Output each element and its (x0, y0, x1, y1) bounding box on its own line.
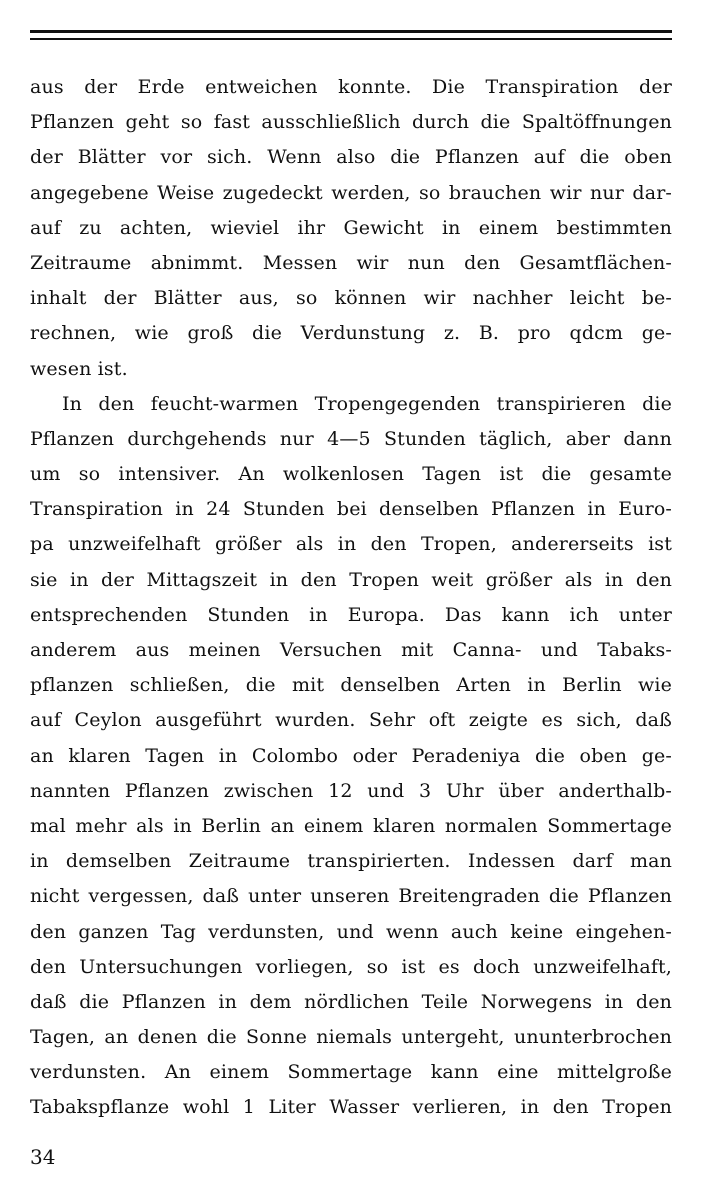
text-line: sie in der Mittagszeit in den Tropen weit größer als in den (30, 568, 672, 591)
text-line: in demselben Zeitraume transpirierten. Indessen darf man (30, 850, 672, 873)
text-line: aus der Erde entweichen konnte. Die Transpiration der (30, 76, 672, 98)
text-line: Zeitraume abnimmt. Messen wir nun den Gesamtflächen- (30, 251, 672, 274)
text-line: den ganzen Tag verdunsten, und wenn auch keine eingehen- (30, 920, 672, 943)
text-line: der Blätter vor sich. Wenn also die Pflanzen auf die oben (30, 146, 672, 169)
text-line: Transpiration in 24 Stunden bei denselben Pflanzen in Euro- (30, 498, 672, 521)
text-line: verdunsten. An einem Sommertage kann eine mittelgroße (30, 1061, 672, 1084)
text-line: an klaren Tagen in Colombo oder Peradeniya die oben ge- (30, 744, 672, 767)
text-line: Tagen, an denen die Sonne niemals untergeht, ununterbrochen (30, 1026, 672, 1049)
text-line: Pflanzen durchgehends nur 4—5 Stunden täglich, aber dann (30, 427, 672, 450)
text-line: anderem aus meinen Versuchen mit Canna- und Tabaks- (30, 639, 672, 661)
text-line: In den feucht-warmen Tropengegenden transpirieren die (62, 392, 672, 415)
text-line: pflanzen schließen, die mit denselben Arten in Berlin wie (30, 674, 672, 697)
text-line: den Untersuchungen vorliegen, so ist es doch unzweifelhaft, (30, 955, 672, 978)
text-line: daß die Pflanzen in dem nördlichen Teile Norwegens in den (30, 990, 672, 1013)
text-line: mal mehr als in Berlin an einem klaren normalen Sommertage (30, 814, 672, 837)
header-rule-thick (30, 30, 672, 33)
text-line: rechnen, wie groß die Verdunstung z. B. pro qdcm ge- (30, 322, 672, 345)
header-rule-thin (30, 38, 672, 40)
text-line: auf zu achten, wieviel ihr Gewicht in einem bestimmten (30, 216, 672, 239)
text-line: wesen ist. (30, 357, 128, 380)
text-line: entsprechenden Stunden in Europa. Das kann ich unter (30, 603, 672, 626)
text-line: um so intensiver. An wolkenlosen Tagen ist die gesamte (30, 463, 672, 486)
text-line: Tabakspflanze wohl 1 Liter Wasser verlieren, in den Tropen (30, 1096, 672, 1119)
body-text (30, 70, 672, 1126)
page-number: 34 (30, 1145, 56, 1169)
text-line: Pflanzen geht so fast ausschließlich durch die Spaltöffnungen (30, 111, 672, 134)
text-line: inhalt der Blätter aus, so können wir nachher leicht be- (30, 287, 672, 310)
text-line: auf Ceylon ausgeführt wurden. Sehr oft zeigte es sich, daß (30, 709, 672, 732)
text-line: pa unzweifelhaft größer als in den Tropen, andererseits ist (30, 533, 672, 556)
text-line: nicht vergessen, daß unter unseren Breitengraden die Pflanzen (30, 885, 672, 908)
text-line: angegebene Weise zugedeckt werden, so brauchen wir nur dar- (30, 181, 672, 204)
text-line: nannten Pflanzen zwischen 12 und 3 Uhr über anderthalb- (30, 779, 672, 802)
